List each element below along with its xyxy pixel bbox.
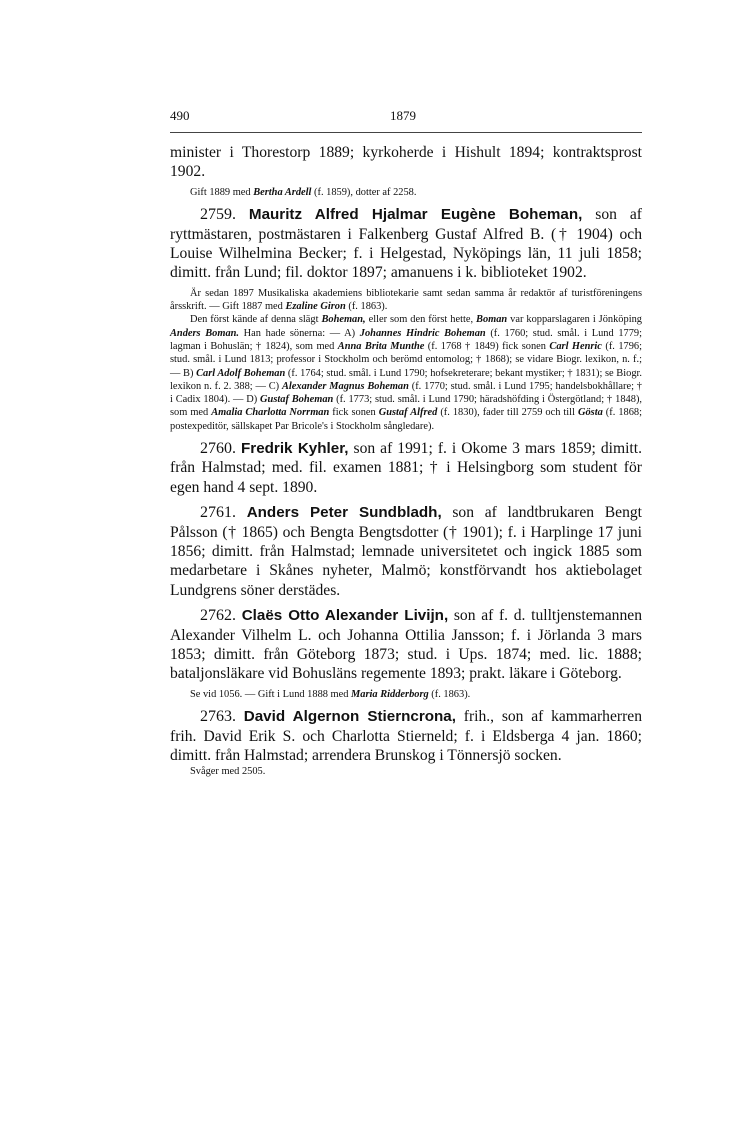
entry-name: David Algernon Stierncrona, bbox=[243, 708, 456, 726]
entry-number: 2759. bbox=[200, 206, 236, 224]
book-page bbox=[170, 108, 642, 779]
entry-number: 2761. bbox=[200, 504, 236, 522]
entry-name: Mauritz Alfred Hjalmar Eugène Boheman, bbox=[248, 206, 583, 224]
entry-2760: 2760. Fredrik Kyhler, son af 1991; f. i Okome 3 mars 1859; dimitt. från Halmstad; med. fil. examen 1881; † i Helsingborg som student för egen hand 4 sept. 1890. bbox=[170, 440, 642, 496]
intro-paragraph: minister i Thorestorp 1889; kyrkoherde i Hishult 1894; kontraktsprost 1902. bbox=[170, 144, 642, 181]
entry-name: Claës Otto Alexander Livijn, bbox=[241, 607, 449, 625]
page-number: 490 bbox=[170, 108, 190, 123]
entry-2762-note: Se vid 1056. — Gift i Lund 1888 med Maria Ridderborg (f. 1863). bbox=[190, 688, 471, 700]
header-rule bbox=[170, 132, 642, 133]
entry-name: Fredrik Kyhler, bbox=[241, 440, 349, 457]
entry-name: Anders Peter Sundbladh, bbox=[246, 504, 442, 522]
intro-note: Gift 1889 med Bertha Ardell (f. 1859), dotter af 2258. bbox=[190, 186, 417, 198]
page-header bbox=[170, 108, 642, 126]
entry-number: 2763. bbox=[200, 708, 236, 726]
entry-2763: 2763. David Algernon Stierncrona, frih., son af kammarherren frih. David Erik S. och Charlotta Stierneld; f. i Eldsberga 4 jan. 1860; dimitt. från Halmstad; arrendera Brunskog i Tönnersjö socken. bbox=[170, 708, 643, 764]
entry-2759: 2759. Mauritz Alfred Hjalmar Eugène Boheman, son af ryttmästaren, postmästaren i Falkenberg Gustaf Alfred B. († 1904) och Louise Wilhelmina Becker; f. i Helgestad, Nyköpings län, 11 juli 1858; dimitt. från Lund; fil. doktor 1897; amanuens i k. biblioteket 1902. bbox=[170, 206, 642, 282]
running-year: 1879 bbox=[390, 108, 416, 123]
entry-2762: 2762. Claës Otto Alexander Livijn, son af f. d. tulltjenstemannen Alexander Vilhelm L. och Johanna Ottilia Jansson; f. i Jörlanda 3 mars 1853; dimitt. från Göteborg 1873; stud. i Ups. 1874; med. lic. 1888; bataljonsläkare vid Bohusläns regemente 1893; prakt. läkare i Göteborg. bbox=[170, 607, 642, 683]
entry-2759-note-1: Är sedan 1897 Musikaliska akademiens bibliotekarie samt sedan samma år redaktör af turistföreningens årsskrift. — Gift 1887 med Ezaline Giron (f. 1863). bbox=[170, 287, 642, 313]
entry-2763-note: Svåger med 2505. bbox=[190, 766, 266, 778]
entry-2759-note-2: Den först kände af denna slägt Boheman, eller som den först hette, Boman var kopparslagaren i Jönköping Anders Boman. Han hade sönerna: — A) Johannes Hindric Boheman (f. 1760; stud. smål. i Lund 1779; lagman i Bohuslän; † 1824), som med Anna Brita Munthe (f. 1768 † 1849) fick sonen Carl Henric (f. 1796; stud. smål. i Lund 1813; professor i Stockholm och berömd entomolog; † 1868); se vidare Biogr. lexikon, n. f.; — B) Carl Adolf Boheman (f. 1764; stud. smål. i Lund 1790; hofsekreterare; bekant mystiker; † 1831); se Biogr. lexikon n. f. 2. 388; — C) Alexander Magnus Boheman (f. 1770; stud. smål. i Lund 1795; handelsbokhållare; † i Cadix 1804). — D) Gustaf Boheman (f. 1773; stud. smål. i Lund 1790; häradshöfding i Östergötland; † 1848), som med Amalia Charlotta Norrman fick sonen Gustaf Alfred (f. 1830), fader till 2759 och till Gösta (f. 1868; postexpeditör, sällskapet Par Bricole's i Stockholm sångledare). bbox=[170, 314, 642, 432]
entry-number: 2762. bbox=[200, 607, 236, 625]
entry-2761: 2761. Anders Peter Sundbladh, son af landtbrukaren Bengt Pålsson († 1865) och Bengta Bengtsdotter († 1901); f. i Harplinge 17 juni 1856; dimitt. från Halmstad; lemnade universitetet och ingick 1885 som medarbetare i Skånes nyheter, Malmö; konstförvandt hos aktiebolaget Lundgrens söner derstädes. bbox=[170, 504, 642, 599]
entry-number: 2760. bbox=[200, 440, 236, 457]
